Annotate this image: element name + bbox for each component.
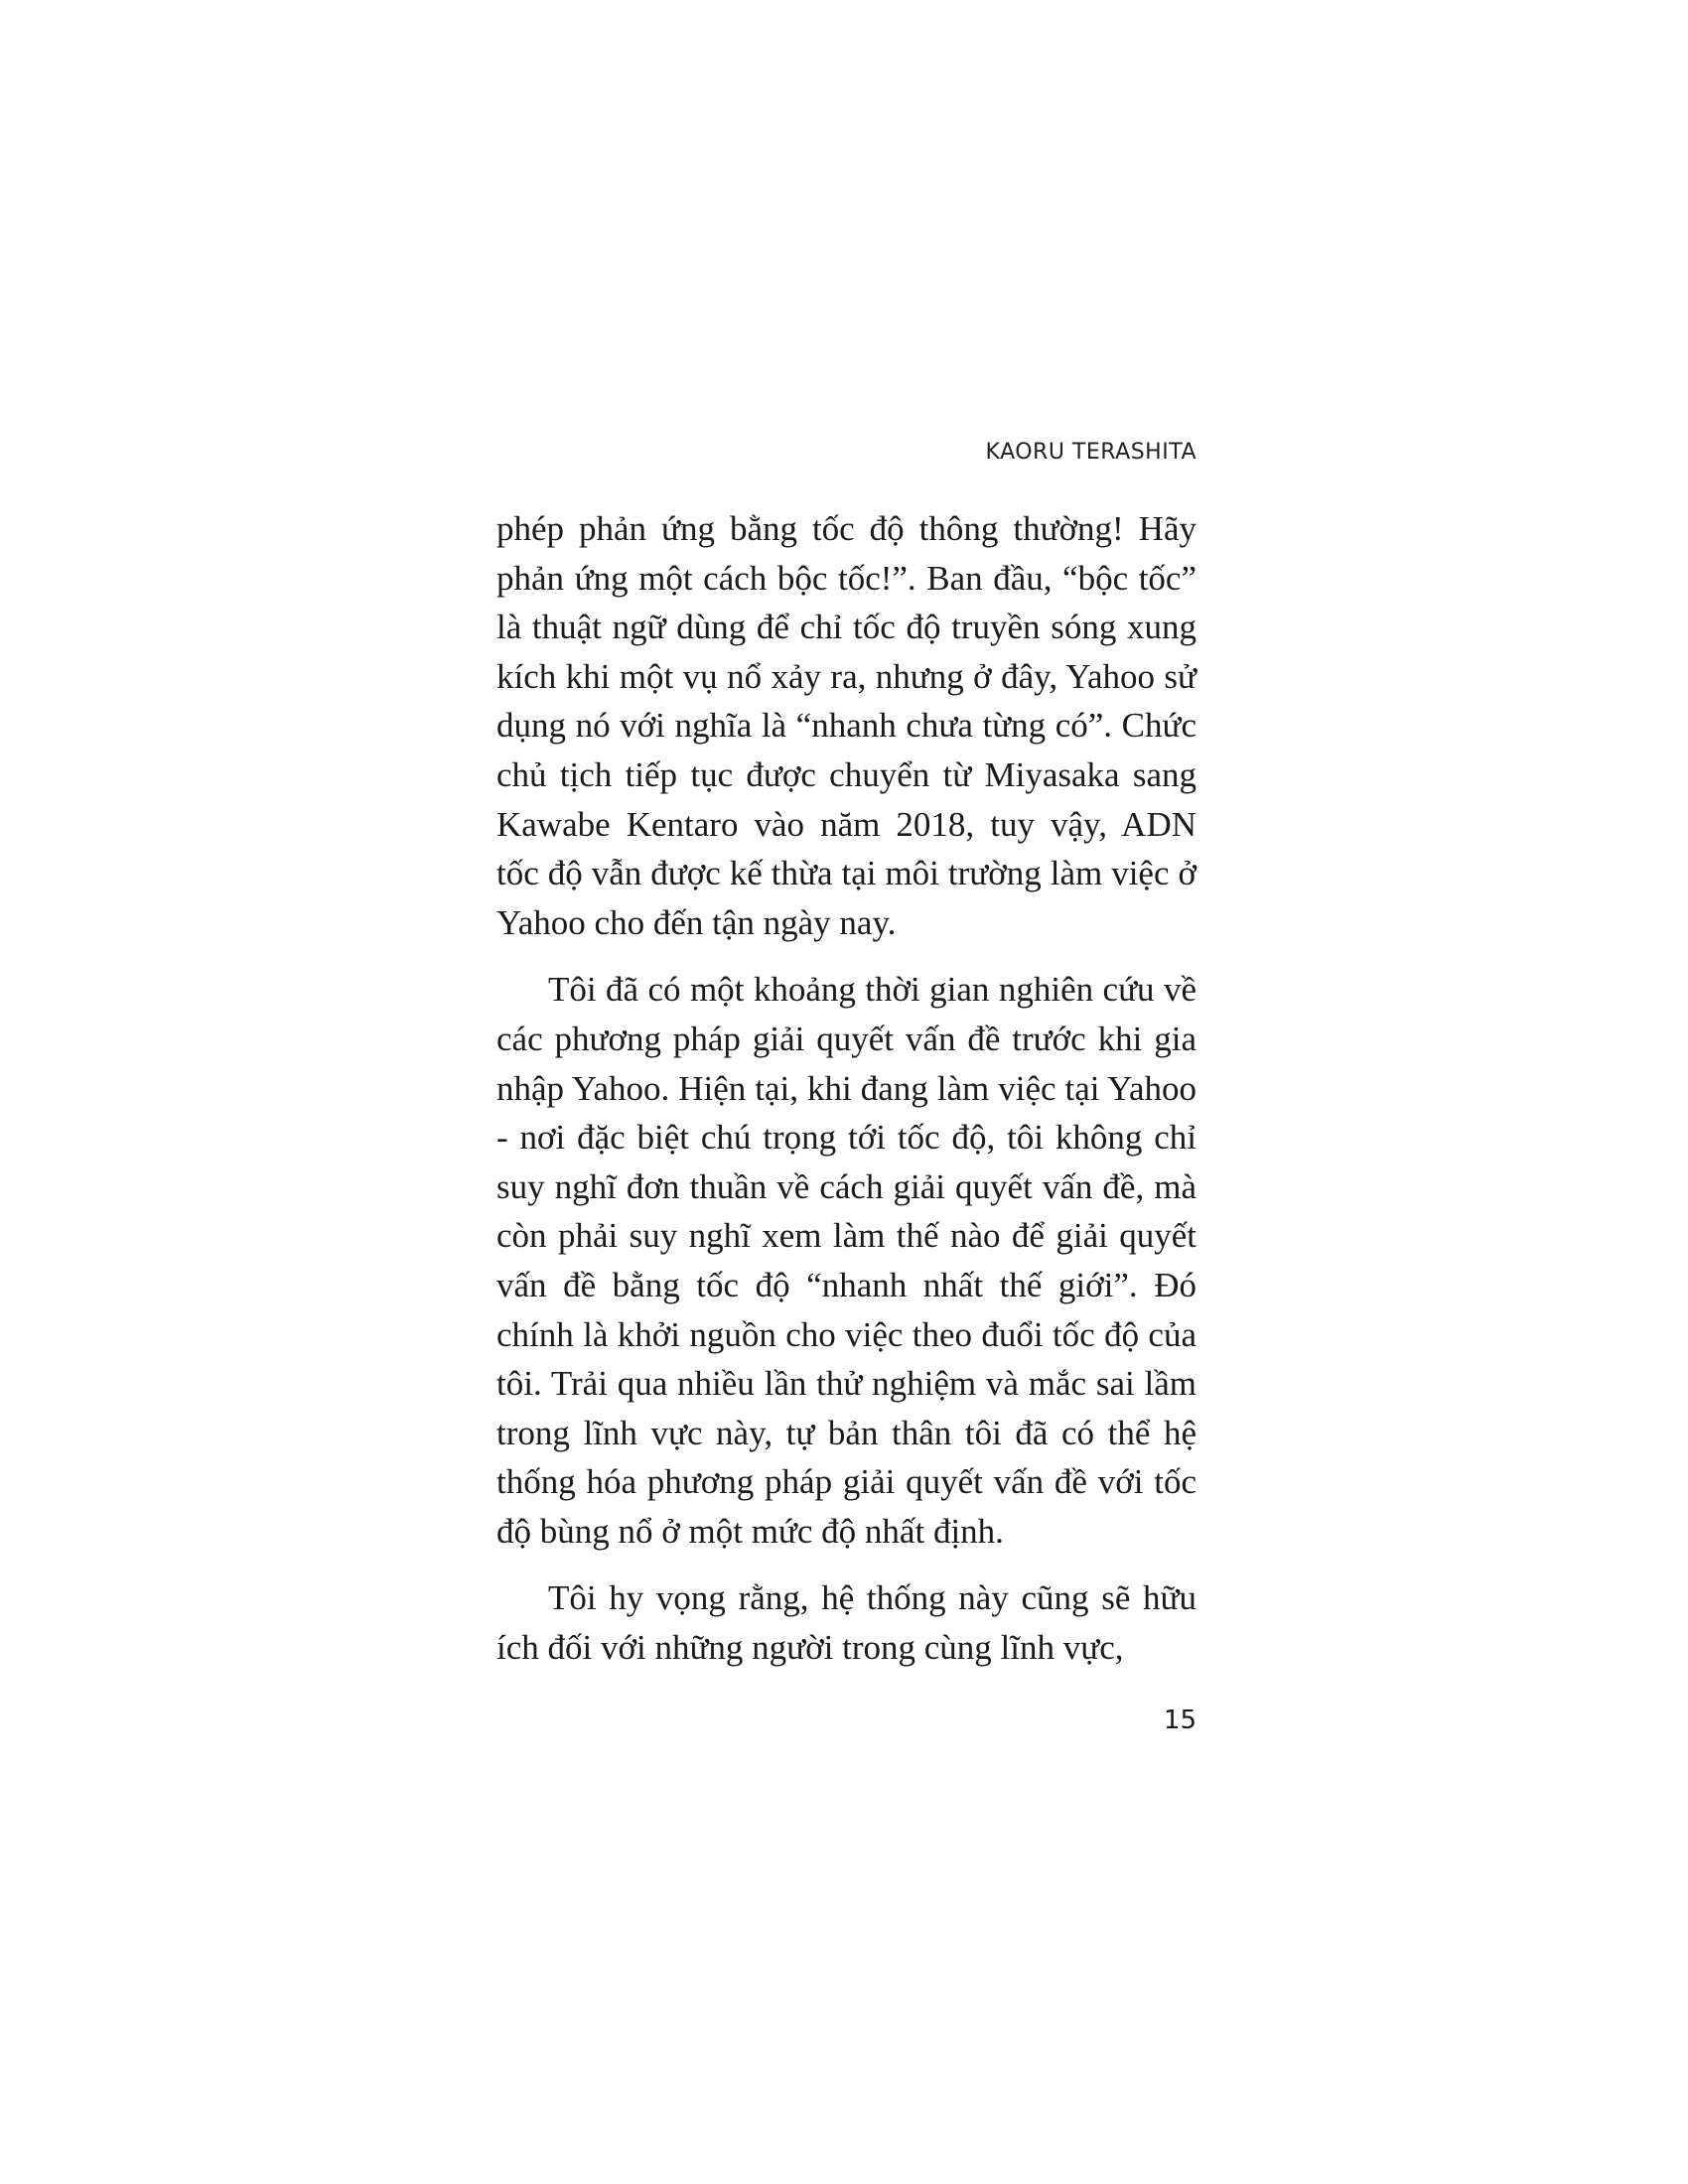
running-header: KAORU TERASHITA (985, 440, 1196, 465)
page-number: 15 (1163, 1706, 1196, 1735)
paragraph: Tôi đã có một khoảng thời gian nghiên cứu về các phương pháp giải quyết vấn đề trước khi gia nhập Yahoo. Hiện tại, khi đang làm việc tại Yahoo - nơi đặc biệt chú trọng tới tốc độ, tôi không chỉ suy nghĩ đơn thuần về cách giải quyết vấn đề, mà còn phải suy nghĩ xem làm thế nào để giải quyết vấn đề bằng tốc độ “nhanh nhất thế giới”. Đó chính là khởi nguồn cho việc theo đuổi tốc độ của tôi. Trải qua nhiều lần thử nghiệm và mắc sai lầm trong lĩnh vực này, tự bản thân tôi đã có thể hệ thống hóa phương pháp giải quyết vấn đề với tốc độ bùng nổ ở một mức độ nhất định. (496, 970, 1196, 1551)
body-text (496, 504, 1196, 1691)
paragraph-continued: phép phản ứng bằng tốc độ thông thường! Hãy phản ứng một cách bộc tốc!”. Ban đầu, “bộc tốc” là thuật ngữ dùng để chỉ tốc độ truyền sóng xung kích khi một vụ nổ xảy ra, nhưng ở đây, Yahoo sử dụng nó với nghĩa là “nhanh chưa từng có”. Chức chủ tịch tiếp tục được chuyển từ Miyasaka sang Kawabe Kentaro vào năm 2018, tuy vậy, ADN tốc độ vẫn được kế thừa tại môi trường làm việc ở Yahoo cho đến tận ngày nay. (496, 509, 1196, 942)
paragraph: Tôi hy vọng rằng, hệ thống này cũng sẽ hữu ích đối với những người trong cùng lĩnh vực, (496, 1578, 1196, 1668)
